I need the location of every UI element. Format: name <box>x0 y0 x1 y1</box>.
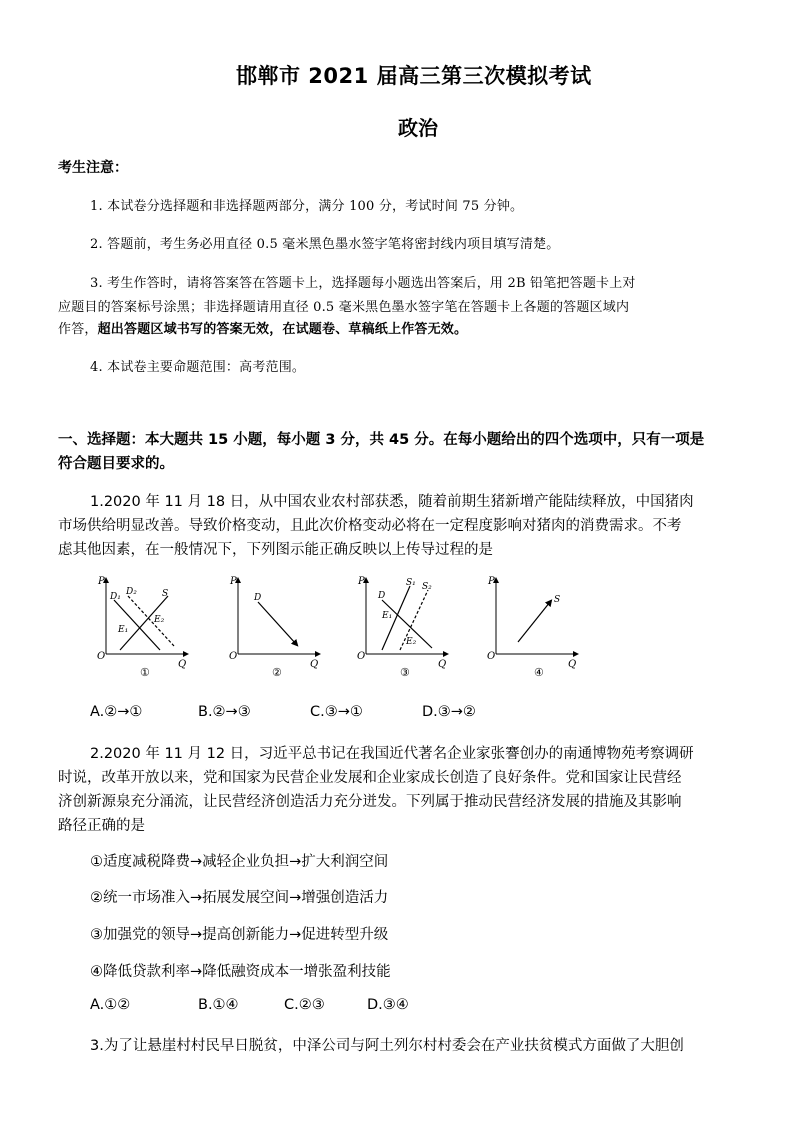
graph-3-number: ③ <box>400 666 410 679</box>
q2-option-b[interactable]: B.①④ <box>198 997 239 1013</box>
section-heading-line-2: 符合题目要求的。 <box>58 456 174 472</box>
graph-4-number: ④ <box>534 666 544 679</box>
graph-3-p-label: P <box>358 576 365 587</box>
graph-1-e2-label: E₂ <box>154 615 165 625</box>
notice-heading: 考生注意： <box>58 160 128 176</box>
q3-line-1: 3.为了让悬崖村村民早日脱贫，中泽公司与阿土列尔村村委会在产业扶贫模式方面做了大胆创 <box>90 1038 684 1054</box>
q2-item-2: ②统一市场准入→拓展发展空间→增强创造活力 <box>90 890 389 906</box>
q2-line-1: 2.2020 年 11 月 12 日，习近平总书记在我国近代著名企业家张謇创办的南通博物苑考察调研 <box>90 746 694 762</box>
graph-1 <box>88 574 198 682</box>
q1-option-d[interactable]: D.③→② <box>422 704 476 720</box>
notice-item-3-line-3 <box>58 318 467 337</box>
graph-3-d-label: D <box>378 591 386 601</box>
notice-item-3-emphasis: 超出答题区域书写的答案无效，在试题卷、草稿纸上作答无效。 <box>97 322 468 337</box>
q2-option-a[interactable]: A.①② <box>90 997 131 1013</box>
graph-2-q-label: Q <box>310 659 319 670</box>
q2-item-3: ③加强党的领导→提高创新能力→促进转型升级 <box>90 927 389 943</box>
exam-subject: 政治 <box>398 116 438 140</box>
notice-item-3-line-1: 3. 考生作答时，请将答案答在答题卡上，选择题每小题选出答案后，用 2B 铅笔把答题卡上对 <box>90 276 636 291</box>
graph-1-p-label: P <box>98 576 105 587</box>
graph-2 <box>220 574 330 682</box>
graph-2-p-label: P <box>230 576 237 587</box>
q2-option-c[interactable]: C.②③ <box>284 997 325 1013</box>
graph-2-d-line <box>258 602 296 644</box>
graph-4-p-label: P <box>488 576 495 587</box>
q2-line-4: 路径正确的是 <box>58 818 145 834</box>
graph-1-q-label: Q <box>178 659 187 670</box>
graph-1-d2-label: D₂ <box>126 587 137 597</box>
notice-item-3-line-2: 应题目的答案标号涂黑；非选择题请用直径 0.5 毫米黑色墨水签字笔在答题卡上各题的答题区域内 <box>58 300 630 315</box>
graph-4-q-label: Q <box>568 659 577 670</box>
graph-4 <box>478 574 588 682</box>
graph-4-s-line <box>518 602 550 642</box>
graph-2-d-label: D <box>254 593 262 603</box>
graph-3-e1-label: E₁ <box>382 611 393 621</box>
q2-item-1: ①适度减税降费→减轻企业负担→扩大利润空间 <box>90 854 389 870</box>
graph-1-d1-label: D₁ <box>110 592 121 602</box>
q2-option-d[interactable]: D.③④ <box>367 997 409 1013</box>
q1-option-a[interactable]: A.②→① <box>90 704 143 720</box>
q1-line-1: 1.2020 年 11 月 18 日，从中国农业农村部获悉，随着前期生猪新增产能陆续释放，中国猪肉 <box>90 494 694 510</box>
graph-2-number: ② <box>272 666 282 679</box>
graph-3-s1-label: S₁ <box>406 578 416 588</box>
graph-3-q-label: Q <box>438 659 447 670</box>
graph-1-e1-label: E₁ <box>118 625 129 635</box>
graph-3-e2-label: E₂ <box>406 637 417 647</box>
graph-3-s2-label: S₂ <box>422 582 432 592</box>
q2-item-4: ④降低贷款利率→降低融资成本一增张盈利技能 <box>90 964 391 980</box>
graph-3-origin: O <box>357 651 366 662</box>
graph-4-origin: O <box>487 651 496 662</box>
notice-item-2: 2. 答题前，考生务必用直径 0.5 毫米黑色墨水签字笔将密封线内项目填写清楚。 <box>90 237 560 252</box>
q1-line-2: 市场供给明显改善。导致价格变动，且此次价格变动必将在一定程度影响对猪肉的消费需求。不考 <box>58 518 682 534</box>
graph-1-number: ① <box>140 666 150 679</box>
notice-item-4: 4. 本试卷主要命题范围：高考范围。 <box>90 360 306 375</box>
graph-3 <box>348 574 458 682</box>
graph-1-s-label: S <box>162 589 169 599</box>
graph-1-origin: O <box>97 651 106 662</box>
q1-option-c[interactable]: C.③→① <box>310 704 363 720</box>
graph-1-d2-line <box>128 596 174 646</box>
exam-title: 邯郸市 2021 届高三第三次模拟考试 <box>236 64 592 88</box>
notice-item-3-line-3-start: 作答， <box>58 322 98 337</box>
graph-4-s-label: S <box>554 595 561 605</box>
graph-2-origin: O <box>229 651 238 662</box>
q1-option-b[interactable]: B.②→③ <box>198 704 251 720</box>
section-heading-line-1: 一、选择题：本大题共 15 小题，每小题 3 分，共 45 分。在每小题给出的四个选项中，只有一项是 <box>58 432 705 448</box>
q2-line-3: 济创新源泉充分涌流，让民营经济创造活力充分迸发。下列属于推动民营经济发展的措施及其影响 <box>58 794 682 810</box>
notice-item-1: 1. 本试卷分选择题和非选择题两部分，满分 100 分，考试时间 75 分钟。 <box>90 199 524 214</box>
q2-line-2: 时说，改革开放以来，党和国家为民营企业发展和企业家成长创造了良好条件。党和国家让民营经 <box>58 770 682 786</box>
q1-line-3: 虑其他因素，在一般情况下，下列图示能正确反映以上传导过程的是 <box>58 542 493 558</box>
